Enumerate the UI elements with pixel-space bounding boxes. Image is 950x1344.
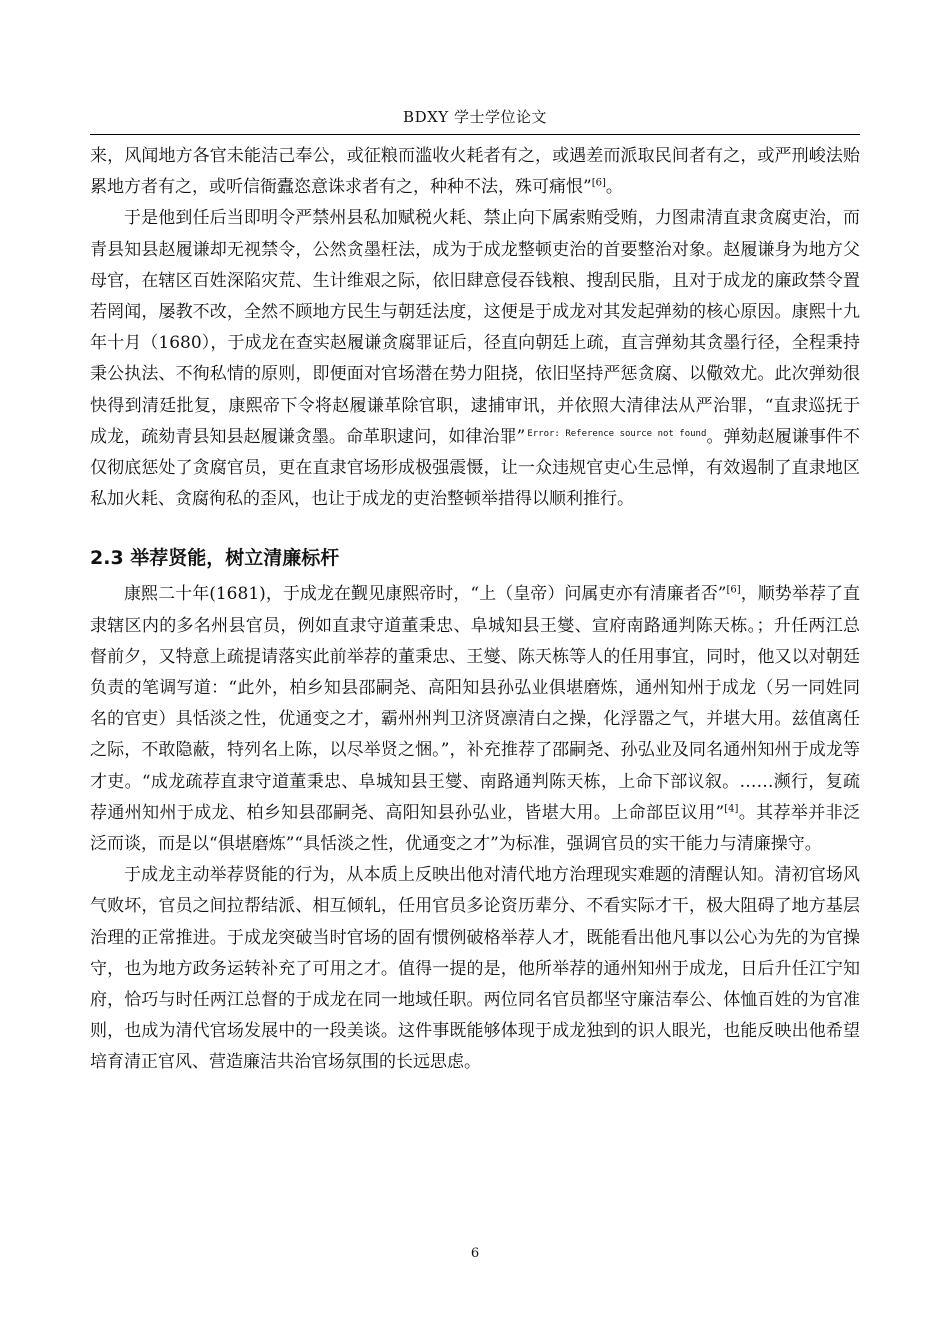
paragraph-text: 康熙二十年(1681)，于成龙在觐见康熙帝时，“上（皇帝）问属吏亦有清廉者否” bbox=[124, 584, 727, 605]
citation-ref: [6] bbox=[591, 177, 606, 189]
reference-error-note: Error: Reference source not found bbox=[527, 428, 707, 439]
paragraph-text: 于是他到任后当即明令严禁州县私加赋税火耗、禁止向下属索贿受贿，力图肃清直隶贪腐吏治，而青县知县赵履谦却无视禁令，公然贪墨枉法，成为于成龙整顿吏治的首要整治对象。赵履谦身为地方父母官，在辖区百姓深陷灾荒、生计维艰之际，依旧肆意侵吞钱粮、搜刮民脂，且对于成龙的廉政禁令置若罔闻，屡教不改，全然不顾地方民生与朝廷法度，这便是于成龙对其发起弹劾的核心原因。康熙十九年十月（1680），于成龙在查实赵履谦贪腐罪证后，径直向朝廷上疏，直言弹劾其贪墨行径，全程秉持秉公执法、不徇私情的原则，即便面对官场潜在势力阻挠，依旧坚持严惩贪腐、以儆效尤。此次弹劾很快得到清廷批复，康熙帝下令将赵履谦革除官职，逮捕审讯，并依照大清律法从严治罪，“直隶巡抚于成龙，疏劾青县知县赵履谦贪墨。命革职逮问，如律治罪” bbox=[90, 208, 860, 447]
section-heading: 2.3 举荐贤能，树立清廉标杆 bbox=[90, 547, 340, 570]
paragraph-tail: 。弹劾赵履谦事件不仅彻底惩处了贪腐官员，更在直隶官场形成极强震慑，让一众违规官吏心生忌惮，有效遏制了直隶地区私加火耗、贪腐徇私的歪风，也让于成龙的吏治整顿举措得以顺利推行。 bbox=[90, 426, 860, 510]
citation-ref: [6] bbox=[726, 584, 741, 596]
page-number: 6 bbox=[470, 1246, 480, 1261]
page-body bbox=[90, 141, 860, 1079]
paragraph-recommendation bbox=[90, 579, 860, 860]
page-header: BDXY 学士学位论文 bbox=[403, 108, 547, 126]
paragraph-text: ，顺势举荐了直隶辖区内的多名州县官员，例如直隶守道董秉忠、阜城知县王燮、宣府南路通判陈天栋。；升任两江总督前夕，又特意上疏提请落实此前举荐的董秉忠、王燮、陈天栋等人的任用事宜，同时，他又以对朝廷负责的笔调写道：“此外，柏乡知县邵嗣尧、高阳知县孙弘业俱堪磨炼，通州知州于成龙（另一同姓同名的官吏）具恬淡之性，优通变之才，霸州州判卫济贤凛清白之操，化浮嚣之气，并堪大用。兹值离任之际，不敢隐蔽，特列名上陈，以尽举贤之悃。”，补充推荐了邵嗣尧、孙弘业及同名通州知州于成龙等才吏。“成龙疏荐直隶守道董秉忠、阜城知县王燮、南路通判陈天栋，上命下部议叙。……濒行，复疏荐通州知州于成龙、柏乡知县邵嗣尧、高阳知县孙弘业，皆堪大用。上命部臣议用” bbox=[90, 584, 860, 823]
citation-ref: [4] bbox=[724, 803, 739, 815]
header-rule bbox=[90, 134, 860, 135]
paragraph-analysis: 于成龙主动举荐贤能的行为，从本质上反映出他对清代地方治理现实难题的清醒认知。清初官场风气败坏，官员之间拉帮结派、相互倾轧，任用官员多论资历辈分、不看实际才干，极大阻碍了地方基层治理的正常推进。于成龙突破当时官场的固有惯例破格举荐人才，既能看出他凡事以公心为先的为官操守，也为地方政务运转补充了可用之才。值得一提的是，他所举荐的通州知州于成龙，日后升任江宁知府，恰巧与时任两江总督的于成龙在同一地域任职。两位同名官员都坚守廉洁奉公、体恤百姓的为官准则，也成为清代官场发展中的一段美谈。这件事既能够体现于成龙独到的识人眼光，也能反映出他希望培育清正官风、营造廉洁共治官场氛围的长远思虑。 bbox=[90, 865, 860, 1073]
paragraph-continuation bbox=[90, 141, 860, 203]
paragraph-tail: 。其荐举并非泛泛而谈，而是以“俱堪磨炼”“具恬淡之性，优通变之才”为标准，强调官员的实干能力与清廉操守。 bbox=[90, 802, 860, 855]
paragraph-text: 来，风闻地方各官未能洁己奉公，或征粮而滥收火耗者有之，或遇差而派取民间者有之，或严刑峻法贻累地方者有之，或听信衙蠹恣意诛求者有之，种种不法，殊可痛恨” bbox=[90, 146, 860, 198]
paragraph-impeachment bbox=[90, 203, 860, 515]
paragraph-tail: 。 bbox=[605, 177, 623, 198]
